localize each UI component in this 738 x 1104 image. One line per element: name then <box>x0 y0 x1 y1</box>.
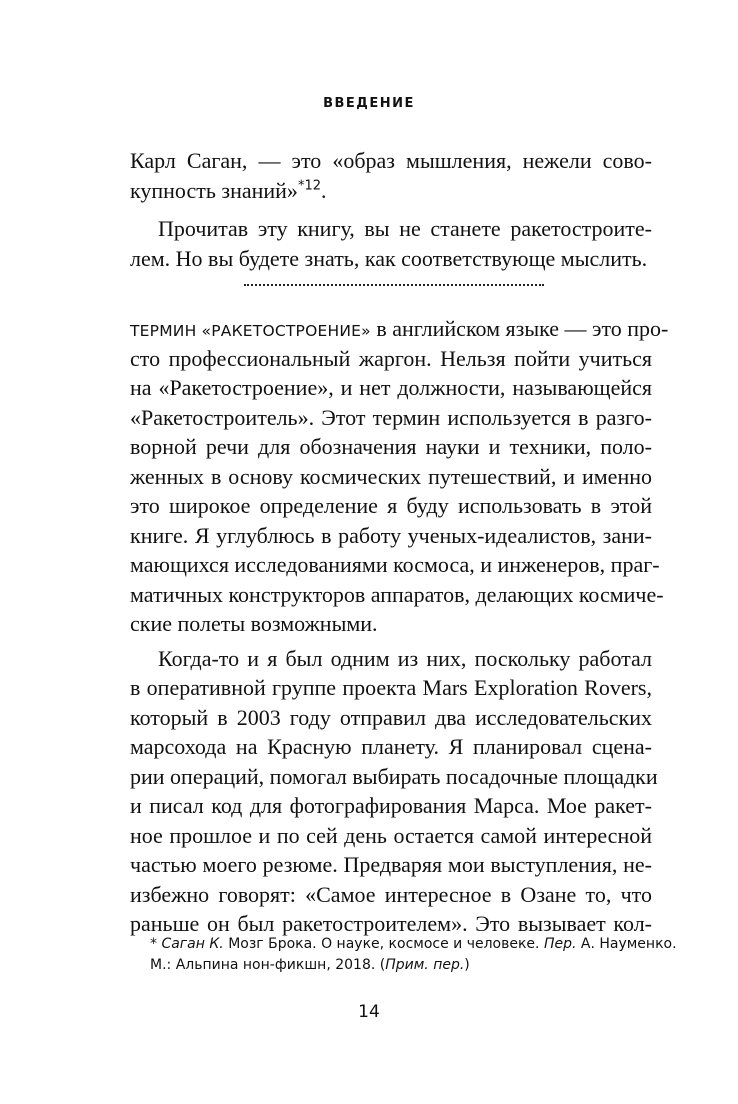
section-separator <box>244 284 544 286</box>
text-block-intro <box>130 146 652 273</box>
text-line: избежно говорят: «Самое интересное в Озане то, что <box>130 881 652 907</box>
text-line: который в 2003 году отправил два исследовательских <box>130 704 652 730</box>
text-line: лем. Но вы будете знать, как соответствующе мыслить. <box>130 245 648 271</box>
footnote-translator-label: Пер. <box>543 936 577 952</box>
footnote <box>150 934 677 976</box>
running-head: ВВЕДЕНИЕ <box>323 96 415 111</box>
text-line: частью моего резюме. Предваряя мои выступления, не- <box>130 852 652 877</box>
text-line: Когда-то и я был одним из них, поскольку работал <box>158 645 652 671</box>
text-line <box>130 176 652 206</box>
text-line: Карл Саган, — это «образ мышления, нежели сово- <box>130 148 652 173</box>
text-line: мающихся исследованиями космоса, и инженеров, праг- <box>130 552 660 577</box>
footnote-line <box>150 934 677 955</box>
text-fragment: . <box>320 177 327 203</box>
text-line <box>130 314 669 344</box>
text-line: ворной речи для обозначения науки и техники, поло- <box>130 434 652 459</box>
text-line: «Ракетостроитель». Этот термин используется в разго- <box>130 404 652 430</box>
footnote-note-label: Прим. пер. <box>385 957 465 973</box>
text-line: и писал код для фотографирования Марса. Мое ракет- <box>130 793 652 818</box>
footnote-publisher: М.: Альпина нон-фикшн, 2018. ( <box>150 957 386 973</box>
text-line: сто профессиональный жаргон. Нельзя пойти учиться <box>130 345 652 371</box>
footnote-line <box>150 955 650 976</box>
text-line: это широкое определение я буду использовать в этой <box>130 493 652 518</box>
text-line: раньше он был ракетостроителем». Это вызывает кол- <box>130 911 652 936</box>
text-line: рии операций, помогал выбирать посадочные площадки <box>130 763 658 789</box>
text-line: Прочитав эту книгу, вы не станете ракетостроите- <box>158 216 652 241</box>
footnote-author: Саган К. <box>161 936 224 952</box>
text-block-main <box>130 314 669 939</box>
text-fragment: в английском языке — это про- <box>370 316 669 341</box>
text-line: ские полеты возможными. <box>130 611 378 636</box>
text-line: матичных конструкторов аппаратов, делающих космиче- <box>130 581 664 607</box>
footnote-star: * <box>150 936 157 952</box>
text-line: книге. Я углублюсь в работу ученых-идеалистов, зани- <box>130 522 652 548</box>
footnote-note-close: ) <box>464 957 470 973</box>
text-line: марсохода на Красную планету. Я планировал сцена- <box>130 734 652 759</box>
footnote-translator: А. Науменко. <box>576 936 677 952</box>
text-line: женных в основу космических путешествий, и именно <box>130 463 652 489</box>
page-number: 14 <box>358 1002 380 1022</box>
text-line: в оперативной группе проекта Mars Exploration Rovers, <box>130 675 652 700</box>
text-fragment: купность знаний» <box>130 177 298 203</box>
term-small-caps: ТЕРМИН «РАКЕТОСТРОЕНИЕ» <box>130 322 371 340</box>
text-line: ное прошлое и по сей день остается самой интересной <box>130 822 652 848</box>
footnote-title: Мозг Брока. О науке, космосе и человеке. <box>223 936 544 952</box>
footnote-marker: *12 <box>297 178 321 194</box>
text-line: на «Ракетостроение», и нет должности, называющейся <box>130 375 652 400</box>
